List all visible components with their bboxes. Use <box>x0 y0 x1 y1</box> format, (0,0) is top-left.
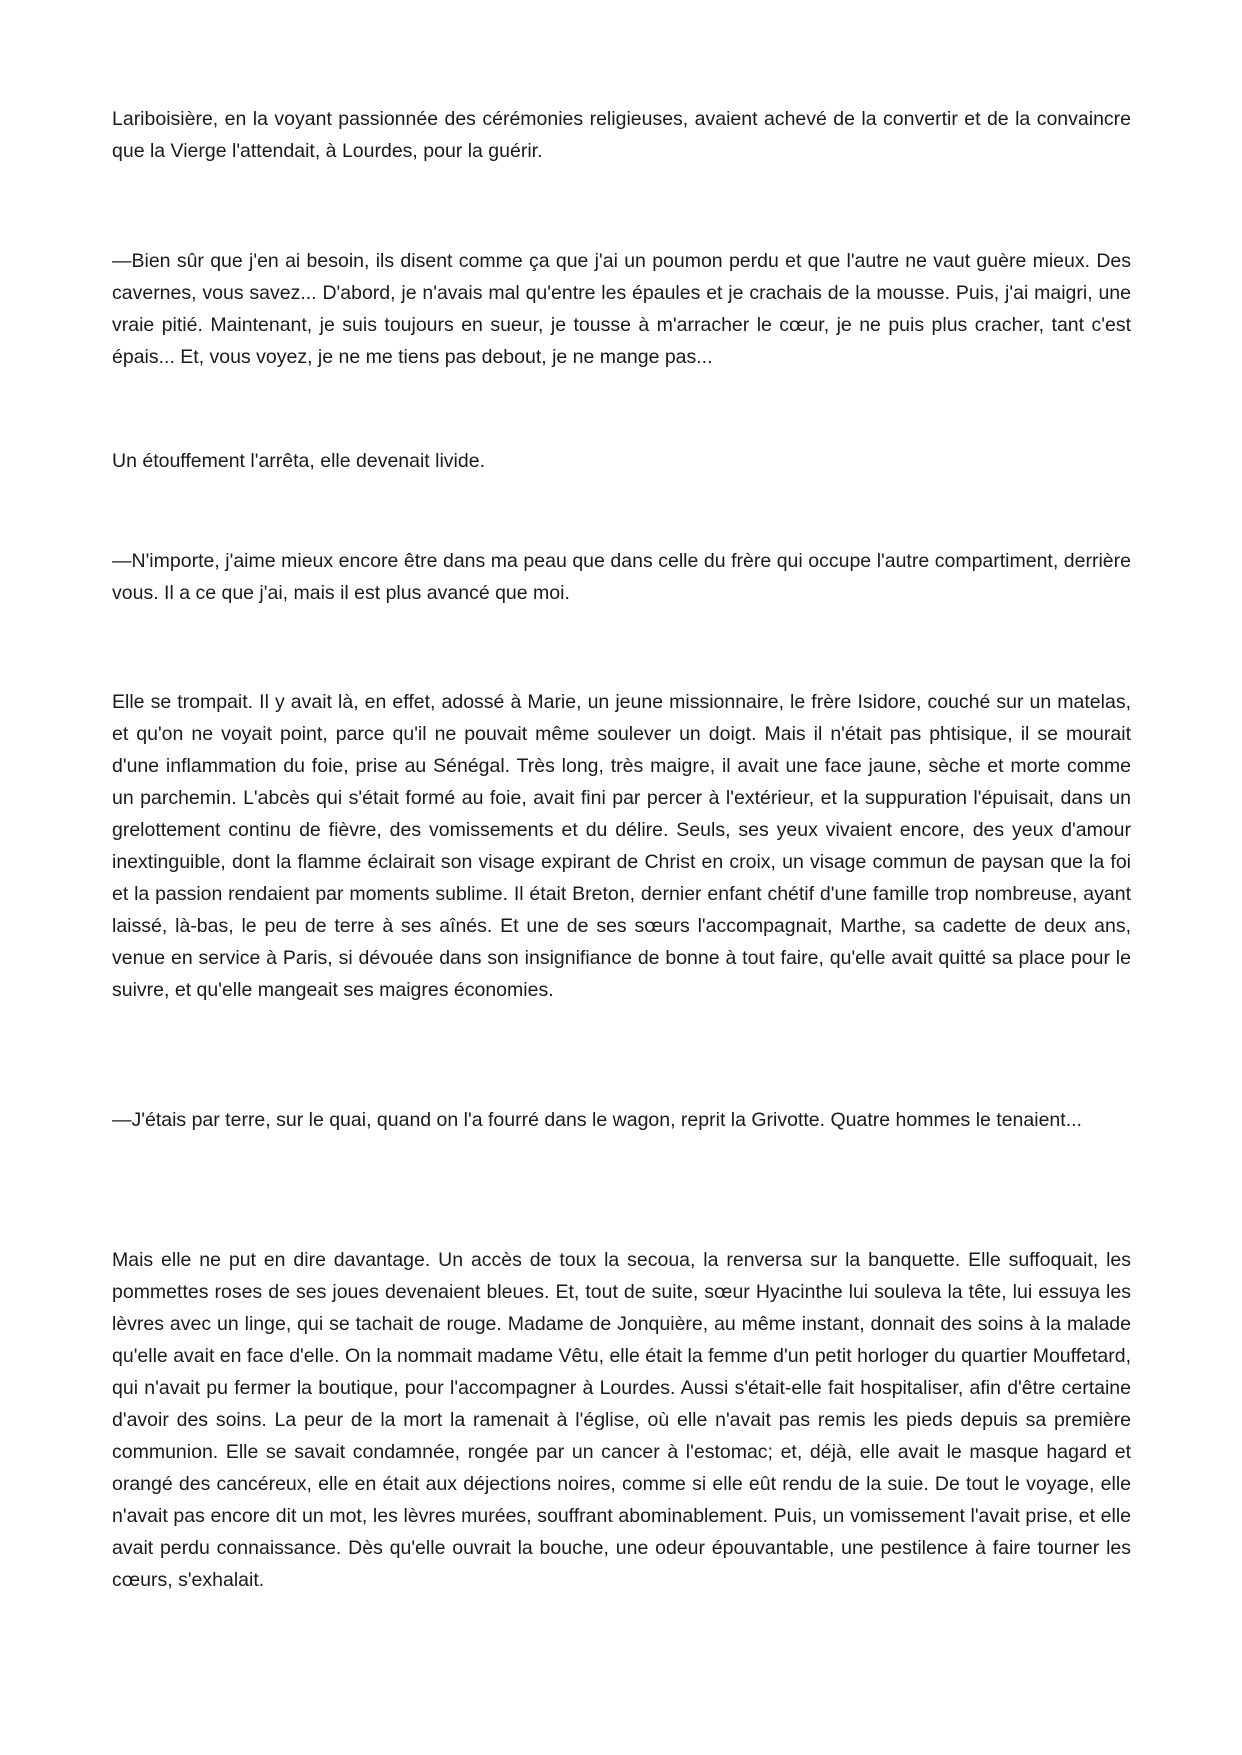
paragraph-1: Lariboisière, en la voyant passionnée des cérémonies religieuses, avaient achevé de la convertir et de la convaincre que la Vierge l'attendait, à Lourdes, pour la guérir. <box>112 108 1131 162</box>
paragraph-5: Elle se trompait. Il y avait là, en effet, adossé à Marie, un jeune missionnaire, le frère Isidore, couché sur un matelas, et qu'on ne voyait point, parce qu'il ne pouvait même soulever un doigt. Mais il n'était pas phtisique, il se mourait d'une inflammation du foie, prise au Sénégal. Très long, très maigre, il avait une face jaune, sèche et morte comme un parchemin. L'abcès qui s'était formé au foie, avait fini par percer à l'extérieur, et la suppuration l'épuisait, dans un grelottement continu de fièvre, des vomissements et du délire. Seuls, ses yeux vivaient encore, des yeux d'amour inextinguible, dont la flamme éclairait son visage expirant de Christ en croix, un visage commun de paysan que la foi et la passion rendaient par moments sublime. Il était Breton, dernier enfant chétif d'une famille trop nombreuse, ayant laissé, là-bas, le peu de terre à ses aînés. Et une de ses sœurs l'accompagnait, Marthe, sa cadette de deux ans, venue en service à Paris, si dévouée dans son insignifiance de bonne à tout faire, qu'elle avait quitté sa place pour le suivre, et qu'elle mangeait ses maigres économies. <box>112 691 1131 1001</box>
paragraph-7: Mais elle ne put en dire davantage. Un accès de toux la secoua, la renversa sur la banquette. Elle suffoquait, les pommettes roses de ses joues devenaient bleues. Et, tout de suite, sœur Hyacinthe lui souleva la tête, lui essuya les lèvres avec un linge, qui se tachait de rouge. Madame de Jonquière, au même instant, donnait des soins à la malade qu'elle avait en face d'elle. On la nommait madame Vêtu, elle était la femme d'un petit horloger du quartier Mouffetard, qui n'avait pu fermer la boutique, pour l'accompagner à Lourdes. Aussi s'était-elle fait hospitaliser, afin d'être certaine d'avoir des soins. La peur de la mort la ramenait à l'église, où elle n'avait pas remis les pieds depuis sa première communion. Elle se savait condamnée, rongée par un cancer à l'estomac; et, déjà, elle avait le masque hagard et orangé des cancéreux, elle en était aux déjections noires, comme si elle eût rendu de la suie. De tout le voyage, elle n'avait pas encore dit un mot, les lèvres murées, souffrant abominablement. Puis, un vomissement l'avait prise, et elle avait perdu connaissance. Dès qu'elle ouvrait la bouche, une odeur épouvantable, une pestilence à faire tourner les cœurs, s'exhalait. <box>112 1249 1131 1591</box>
paragraph-6: —J'étais par terre, sur le quai, quand on l'a fourré dans le wagon, reprit la Grivotte. Quatre hommes le tenaient... <box>112 1109 1082 1131</box>
paragraph-3: Un étouffement l'arrêta, elle devenait livide. <box>112 450 485 472</box>
paragraph-4: —N'importe, j'aime mieux encore être dans ma peau que dans celle du frère qui occupe l'autre compartiment, derrière vous. Il a ce que j'ai, mais il est plus avancé que moi. <box>112 550 1131 604</box>
paragraph-2: —Bien sûr que j'en ai besoin, ils disent comme ça que j'ai un poumon perdu et que l'autre ne vaut guère mieux. Des cavernes, vous savez... D'abord, je n'avais mal qu'entre les épaules et je crachais de la mousse. Puis, j'ai maigri, une vraie pitié. Maintenant, je suis toujours en sueur, je tousse à m'arracher le cœur, je ne puis plus cracher, tant c'est épais... Et, vous voyez, je ne me tiens pas debout, je ne mange pas... <box>112 250 1131 368</box>
